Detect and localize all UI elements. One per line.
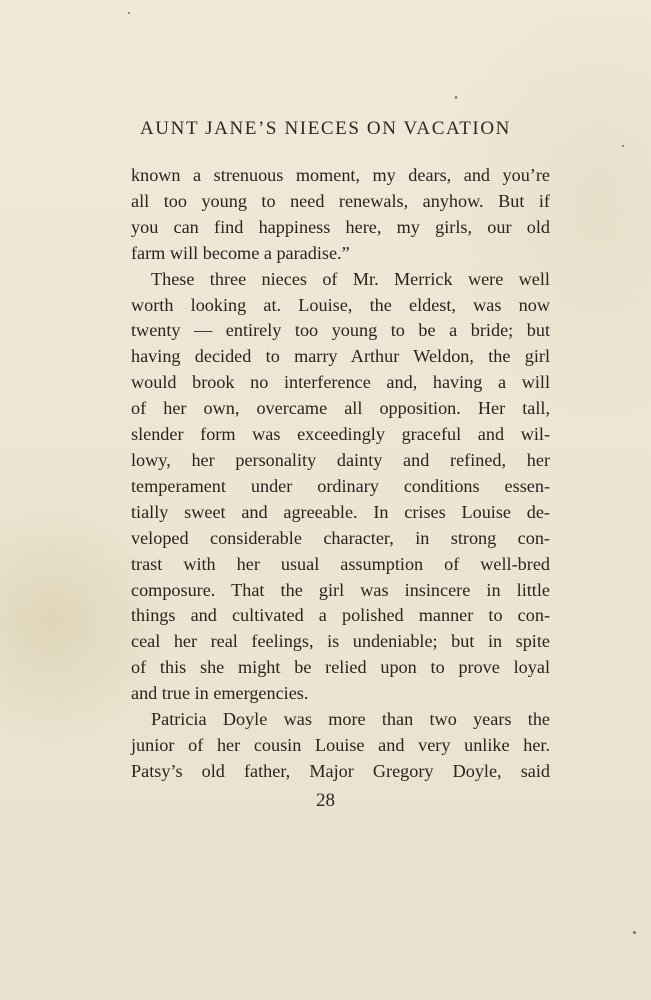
text-line: ceal her real feelings, is undeniable; but in spite (131, 631, 550, 652)
text-line: of her own, overcame all opposition. Her tall, (131, 398, 550, 419)
text-line: known a strenuous moment, my dears, and you’re (131, 165, 550, 185)
text-line: lowy, her personality dainty and refined, her (131, 449, 550, 470)
text-line: Patricia Doyle was more than two years the (151, 709, 550, 730)
text-line: worth looking at. Louise, the eldest, was now (131, 294, 550, 315)
body-text (131, 163, 550, 785)
text-line: trast with her usual assumption of well-bred (131, 553, 550, 574)
text-line: you can find happiness here, my girls, our old (131, 216, 550, 237)
paragraph-1 (131, 163, 550, 267)
paper-speck (633, 931, 636, 934)
text-line: veloped considerable character, in strong con- (131, 527, 550, 548)
text-line: of this she might be relied upon to prove loyal (131, 657, 550, 678)
text-line: tially sweet and agreeable. In crises Louise de- (131, 501, 550, 522)
text-line: and true in emergencies. (131, 683, 309, 704)
text-line: all too young to need renewals, anyhow. But if (131, 190, 550, 211)
text-line: slender form was exceedingly graceful and wil- (131, 424, 550, 445)
text-line: junior of her cousin Louise and very unlike her. (131, 734, 550, 755)
text-line: composure. That the girl was insincere in little (131, 579, 550, 600)
text-line: twenty — entirely too young to be a bride; but (131, 320, 550, 341)
text-line: farm will become a paradise.” (131, 242, 350, 263)
paper-speck (455, 96, 457, 99)
page-number: 28 (316, 790, 335, 811)
paragraph-2 (131, 267, 550, 707)
text-line: would brook no interference and, having a will (131, 372, 550, 393)
running-head: AUNT JANE’S NIECES ON VACATION (139, 118, 512, 139)
paper-speck (622, 145, 624, 147)
text-line: These three nieces of Mr. Merrick were well (151, 268, 550, 289)
paragraph-3 (131, 707, 550, 785)
text-line: Patsy’s old father, Major Gregory Doyle, said (131, 760, 550, 781)
text-line: having decided to marry Arthur Weldon, the girl (131, 346, 550, 367)
paper-speck (128, 12, 130, 14)
text-line: things and cultivated a polished manner to con- (131, 605, 550, 626)
text-line: temperament under ordinary conditions essen- (131, 475, 550, 496)
